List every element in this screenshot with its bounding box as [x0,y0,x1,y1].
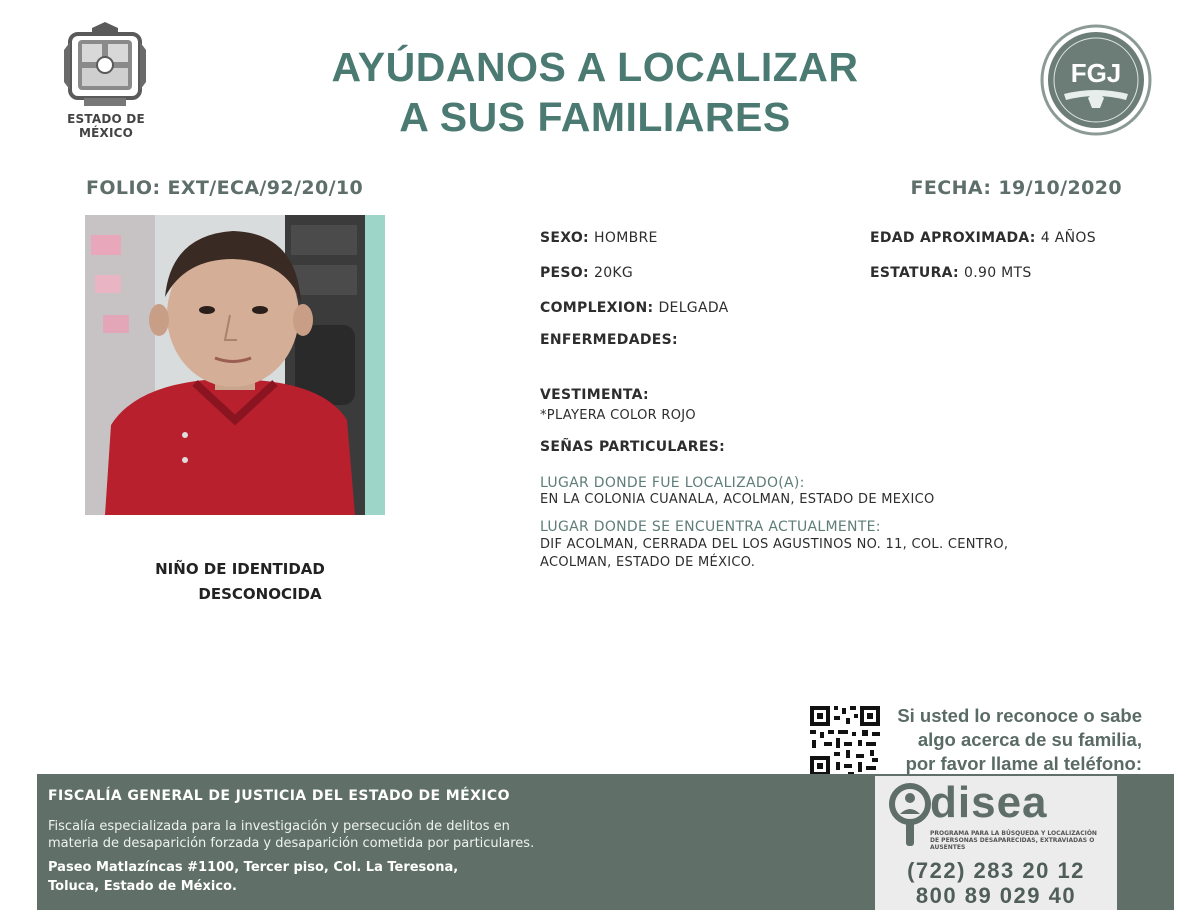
vestimenta-label: VESTIMENTA: [540,387,649,403]
state-label: ESTADO DE MÉXICO [67,112,145,140]
complexion-label: COMPLEXION: [540,300,654,316]
phone-number-tollfree[interactable]: 800 89 029 40 [915,883,1077,908]
enfermedades-label: ENFERMEDADES: [540,332,678,348]
help-line-1: Si usted lo reconoce o sabe [897,705,1142,726]
peso-value: 20KG [594,265,634,281]
help-line-2: algo acerca de su familia, [917,729,1142,750]
seal-text: FGJ [1070,58,1122,88]
report-date: FECHA: 19/10/2020 [910,177,1122,199]
footer-description [48,818,668,852]
child-photo [85,215,385,515]
odisea-subtitle: PROGRAMA PARA LA BÚSQUEDA Y LOCALIZACIÓN DE PERSONAS DESAPARECIDAS, EXTRAVIADAS O AUSENTES [930,830,1097,851]
lugar-actual-label: LUGAR DONDE SE ENCUENTRA ACTUALMENTE: [540,519,881,535]
sexo-value: HOMBRE [594,230,658,246]
person-caption-line-1: NIÑO DE IDENTIDAD [155,560,325,578]
estatura-row [870,262,1032,281]
lugar-localizado-value: EN LA COLONIA CUANALA, ACOLMAN, ESTADO DE MEXICO [540,492,935,507]
person-caption-line-2: DESCONOCIDA [198,585,322,603]
fgj-seal [1040,24,1152,136]
lugar-actual-line-1: DIF ACOLMAN, CERRADA DEL LOS AGUSTINOS NO. 11, COL. CENTRO, [540,537,1009,552]
sexo-label: SEXO: [540,230,589,246]
footer-title: FISCALÍA GENERAL DE JUSTICIA DEL ESTADO DE MÉXICO [48,788,510,804]
estado-de-mexico-coat-of-arms [62,20,148,110]
odisea-logo-word: disea [930,778,1048,827]
help-line-3: por favor llame al teléfono: [905,753,1142,774]
magnifier-person-icon [888,782,932,848]
lugar-localizado-label: LUGAR DONDE FUE LOCALIZADO(A): [540,475,805,491]
peso-row [540,262,633,281]
edad-label: EDAD APROXIMADA: [870,230,1036,246]
edad-value: 4 AÑOS [1040,230,1096,246]
complexion-row [540,297,729,316]
footer-addr-line-2: Toluca, Estado de México. [48,879,237,894]
sexo-row [540,227,658,246]
peso-label: PESO: [540,265,589,281]
footer-address [48,858,668,896]
qr-code[interactable] [808,704,882,778]
footer-desc-line-1: Fiscalía especializada para la investigación y persecución de delitos en [48,819,510,834]
complexion-value: DELGADA [658,300,729,316]
title-line-1: AYÚDANOS A LOCALIZAR [331,44,859,90]
page-title [250,42,940,142]
title-line-2: A SUS FAMILIARES [399,94,791,140]
help-message [880,704,1142,776]
phone-number-local[interactable]: (722) 283 20 12 [907,858,1085,883]
footer-desc-line-2: materia de desaparición forzada y desaparición cometida por particulares. [48,836,535,851]
edad-row [870,227,1096,246]
senas-label: SEÑAS PARTICULARES: [540,439,725,455]
estatura-value: 0.90 MTS [964,265,1032,281]
estatura-label: ESTATURA: [870,265,959,281]
lugar-actual-line-2: ACOLMAN, ESTADO DE MÉXICO. [540,555,756,570]
footer-addr-line-1: Paseo Matlazíncas #1100, Tercer piso, Col. La Teresona, [48,860,459,875]
vestimenta-value: *PLAYERA COLOR ROJO [540,408,696,423]
folio-number: FOLIO: EXT/ECA/92/20/10 [86,177,364,199]
